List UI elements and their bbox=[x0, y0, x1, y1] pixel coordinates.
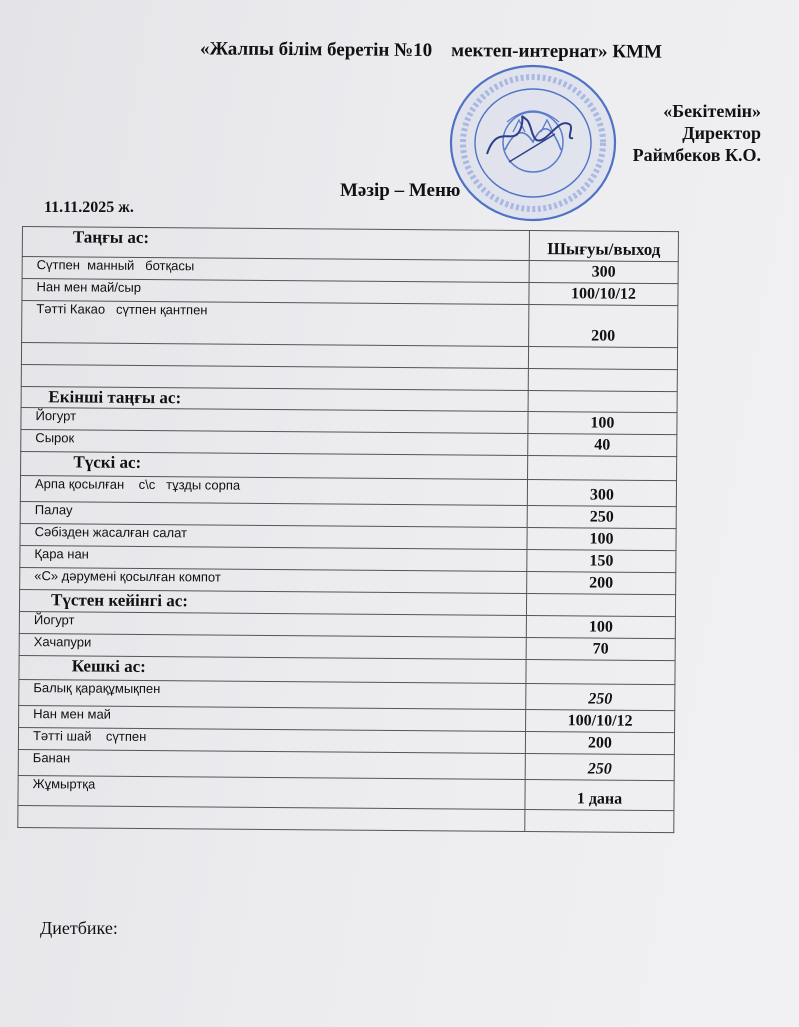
director-position: Директор bbox=[682, 123, 761, 143]
dish-output: 300 bbox=[529, 260, 678, 283]
dish-name: Йогурт bbox=[21, 407, 528, 433]
dish-output: 70 bbox=[526, 637, 675, 660]
approval-block bbox=[633, 100, 761, 166]
dish-name: Йогурт bbox=[19, 611, 526, 637]
dish-output: 100 bbox=[526, 615, 675, 638]
dish-output bbox=[528, 455, 677, 480]
dish-name: «С» дәрумені қосылған компот bbox=[20, 567, 527, 593]
dish-name: Қара нан bbox=[20, 545, 527, 571]
official-stamp-seal bbox=[447, 62, 619, 224]
dish-name: Тәтті Какао сүтпен қантпен bbox=[22, 301, 529, 347]
dietitian-label: Диетбике: bbox=[40, 918, 118, 938]
dish-output bbox=[526, 593, 675, 616]
dish-output: 1 дана bbox=[525, 779, 674, 810]
table-row bbox=[22, 301, 678, 348]
dish-output: 100 bbox=[527, 527, 676, 550]
dish-output: 100/10/12 bbox=[529, 282, 678, 305]
header-breakfast-label: Таңғы ас: bbox=[22, 227, 529, 261]
dish-output bbox=[526, 659, 675, 684]
menu-title: Мәзір – Меню bbox=[340, 180, 461, 201]
menu-table-wrapper bbox=[17, 226, 661, 833]
dish-output: 250 bbox=[525, 753, 674, 780]
dish-output: 40 bbox=[528, 433, 677, 456]
dish-name bbox=[18, 805, 525, 831]
meal-section-title: Түстен кейінгі ас: bbox=[19, 589, 526, 615]
dish-output: 150 bbox=[527, 549, 676, 572]
institution-header: «Жалпы білім беретін №10 мектеп-интернат» КММ bbox=[199, 38, 663, 63]
meal-section-title: Екінші таңғы ас: bbox=[21, 386, 528, 411]
dish-name: Арпа қосылған с\с тұзды сорпа bbox=[20, 475, 527, 505]
dish-output bbox=[528, 368, 677, 391]
dish-name: Нан мен май bbox=[19, 705, 526, 731]
dish-name: Палау bbox=[20, 501, 527, 527]
dish-name: Балық қарақұмықпен bbox=[19, 679, 526, 709]
dish-output: 100/10/12 bbox=[526, 709, 675, 732]
dish-output: 250 bbox=[527, 505, 676, 528]
dish-name: Банан bbox=[18, 749, 525, 779]
dish-output bbox=[528, 390, 677, 412]
dish-output: 200 bbox=[525, 731, 674, 754]
dish-output: 300 bbox=[527, 479, 676, 506]
director-name: Раймбеков К.О. bbox=[632, 145, 761, 165]
dish-output: 200 bbox=[527, 571, 676, 594]
approval-label: «Бекітемін» bbox=[663, 101, 761, 121]
meal-section-title: Түскі ас: bbox=[21, 451, 528, 479]
dish-name: Жұмыртқа bbox=[18, 775, 525, 809]
dish-output: 100 bbox=[528, 411, 677, 434]
dish-name: Нан мен май/сыр bbox=[22, 279, 529, 305]
meal-section-title: Кешкі ас: bbox=[19, 655, 526, 683]
dish-output: 250 bbox=[526, 683, 675, 710]
dish-name: Тәтті шай сүтпен bbox=[18, 727, 525, 753]
dish-name: Сырок bbox=[21, 429, 528, 455]
menu-date: 11.11.2025 ж. bbox=[44, 199, 134, 216]
dish-output bbox=[528, 346, 677, 369]
dish-output: 200 bbox=[529, 304, 678, 347]
dish-name: Сәбізден жасалған салат bbox=[20, 523, 527, 549]
table-row bbox=[18, 805, 674, 832]
dish-name: Хачапури bbox=[19, 633, 526, 659]
header-output-label: Шығуы/выход bbox=[529, 230, 678, 261]
dish-output bbox=[525, 809, 674, 832]
menu-table bbox=[17, 226, 679, 833]
dish-name: Сүтпен манный ботқасы bbox=[22, 257, 529, 283]
